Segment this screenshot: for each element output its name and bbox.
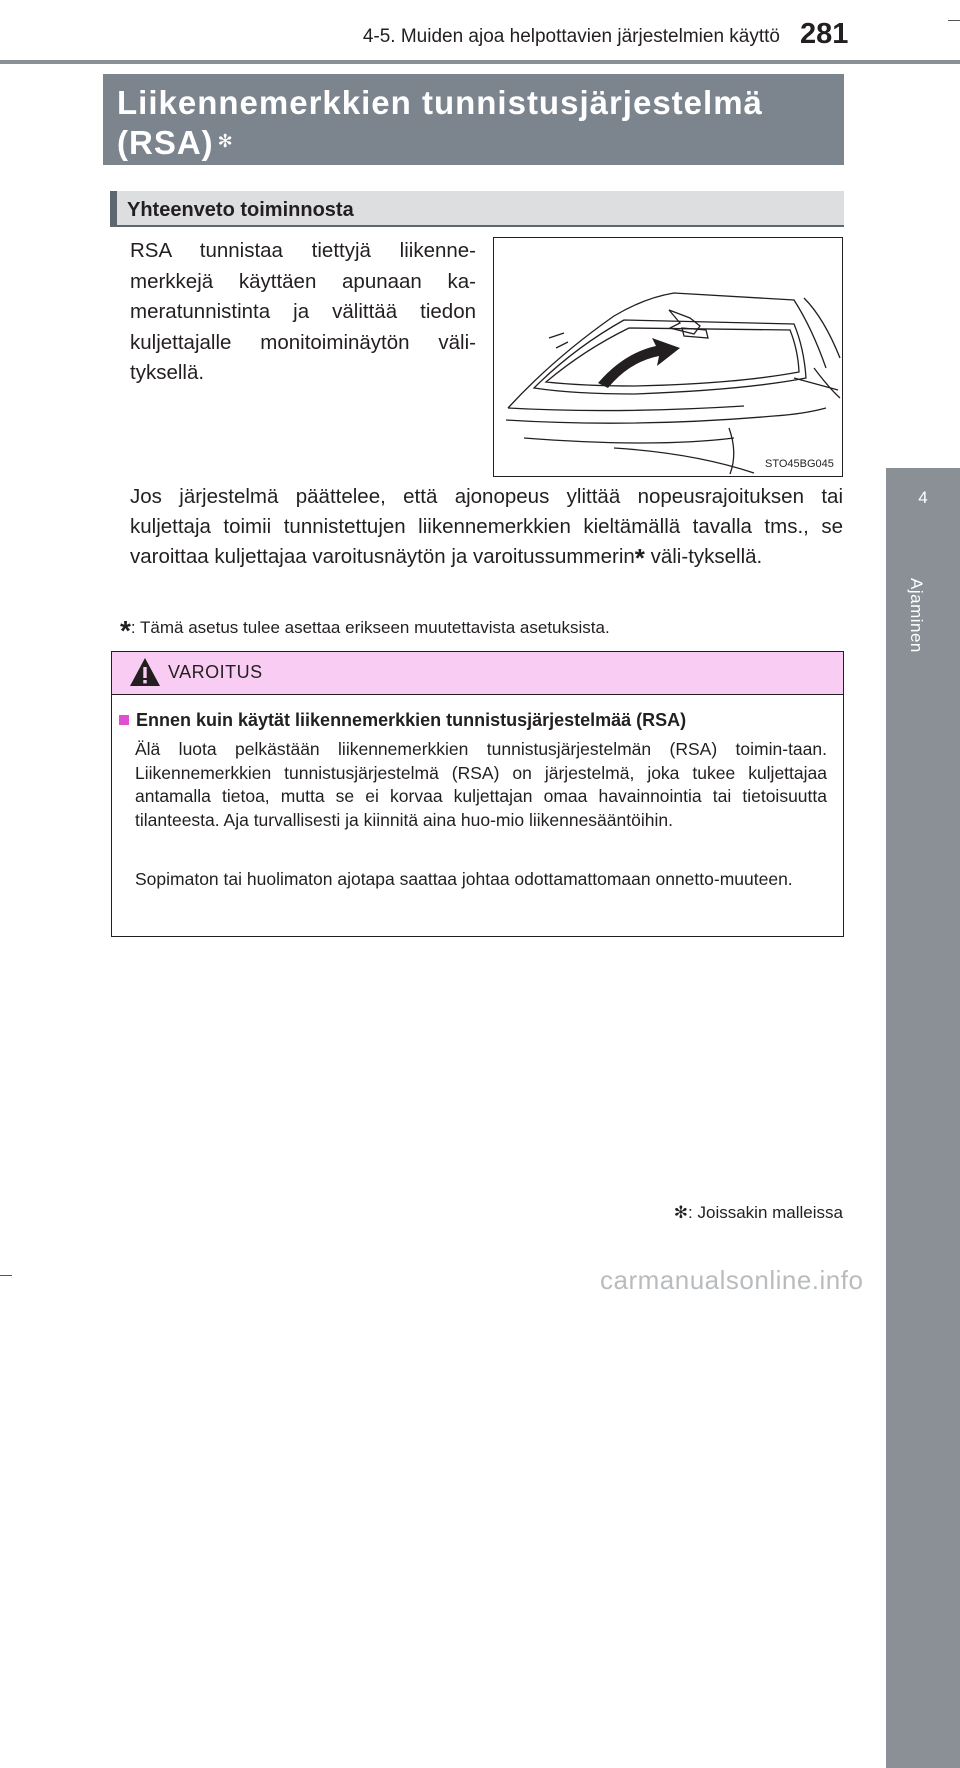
footnote-text: : Tämä asetus tulee asettaa erikseen muutettavista asetuksista. — [130, 618, 610, 637]
windshield-camera-illustration — [493, 237, 843, 477]
page-number: 281 — [800, 18, 849, 50]
header-rule — [0, 60, 960, 64]
square-bullet-icon — [119, 715, 129, 725]
watermark: carmanualsonline.info — [600, 1265, 864, 1295]
warning-paragraph-2: Sopimaton tai huolimaton ajotapa saattaa johtaa odottamattomaan onnetto-muuteen. — [135, 869, 793, 889]
chapter-label: Ajaminen — [907, 578, 926, 653]
chapter-number: 4 — [918, 488, 928, 507]
figure-code: STO45BG045 — [765, 458, 834, 470]
warning-triangle-icon — [128, 656, 162, 693]
paragraph-text-end: väli-tyksellä. — [644, 545, 763, 568]
chapter-tab — [886, 468, 960, 1768]
intro-paragraph: RSA tunnistaa tiettyjä liikenne-merkkejä käyttäen apunaan ka-meratunnistinta ja välittää tiedon kuljettajalle monitoiminäytön väli-tyksellä. — [130, 239, 476, 384]
model-footnote-text: : Joissakin malleissa — [688, 1203, 843, 1222]
footnote — [120, 608, 610, 646]
model-footnote-marker: ✻ — [673, 1203, 689, 1222]
model-footnote — [660, 1203, 843, 1223]
footnote-asterisk: * — [120, 615, 131, 646]
warning-description-paragraph — [130, 482, 843, 572]
paragraph-text: Jos järjestelmä päättelee, että ajonopeus ylittää nopeusrajoituksen tai kuljettaja toimii tunnistettujen liikennemerkkien kieltämällä tavalla tms., se varoittaa kuljettajaa varoitusnäytön ja varoitussummerin — [130, 485, 843, 568]
subheading: Yhteenveto toiminnosta — [127, 199, 354, 221]
warning-paragraph-1: Älä luota pelkästään liikennemerkkien tunnistusjärjestelmän (RSA) toimin-taan. Liikennemerkkien tunnistusjärjestelmä (RSA) on järjestelmä, joka tukee kuljettajaa antamalla tietoa, mutta se ei korvaa kuljettajan omaa havainnointia tai tietoisuutta tilanteesta. Aja turvallisesti ja kiinnitä aina huo-mio liikennesääntöihin. — [135, 739, 827, 830]
windshield-drawing — [494, 238, 842, 476]
page-title-text: Liikennemerkkien tunnistusjärjestelmä (RSA) — [117, 84, 763, 161]
asterisk-marker: * — [634, 543, 645, 573]
page-title — [117, 83, 827, 163]
arrow-icon — [598, 338, 680, 388]
crop-mark — [948, 20, 960, 21]
title-marker: ✻ — [217, 131, 234, 151]
crop-mark — [0, 1275, 12, 1276]
section-title: 4-5. Muiden ajoa helpottavien järjestelmien käyttö — [362, 26, 780, 47]
warning-heading: Ennen kuin käytät liikennemerkkien tunnistusjärjestelmää (RSA) — [136, 710, 687, 730]
warning-title: VAROITUS — [168, 662, 263, 682]
